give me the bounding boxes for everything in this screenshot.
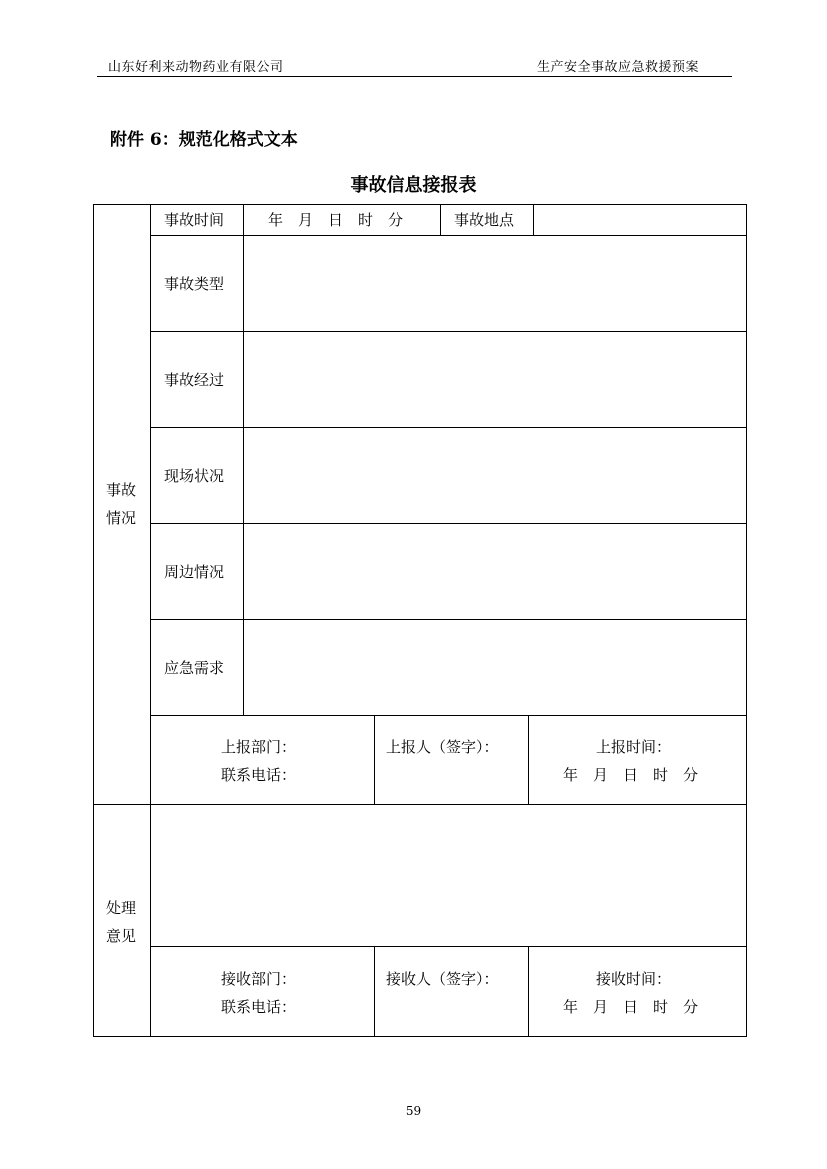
report-phone-label: 联系电话： <box>221 766 297 784</box>
opinion-field[interactable] <box>151 805 746 946</box>
receive-phone-label: 联系电话： <box>221 998 297 1016</box>
report-time-value[interactable]: 年 月 日 时 分 <box>563 766 699 784</box>
accident-place-field[interactable] <box>534 205 746 235</box>
cell-divider <box>528 715 529 805</box>
table-border-left <box>93 204 94 1037</box>
accident-process-label: 事故经过 <box>164 371 225 389</box>
header-divider <box>97 76 732 77</box>
attachment-heading: 附件 6：规范化格式文本 <box>110 130 298 150</box>
section-opinion-label-1: 处理 <box>106 899 137 917</box>
receiver-signature-label: 接收人（签字）： <box>386 970 499 988</box>
scene-status-label: 现场状况 <box>164 467 225 485</box>
receive-dept-label: 接收部门： <box>221 970 297 988</box>
section-opinion-label-2: 意见 <box>106 927 137 945</box>
header-doc-title: 生产安全事故应急救援预案 <box>537 60 700 75</box>
cell-divider <box>374 715 375 805</box>
scene-status-field[interactable] <box>244 428 746 523</box>
accident-time-label: 事故时间 <box>164 211 225 229</box>
page-number: 59 <box>405 1104 422 1118</box>
accident-process-field[interactable] <box>244 332 746 427</box>
report-time-label: 上报时间： <box>596 738 672 756</box>
form-title: 事故信息接报表 <box>350 175 477 196</box>
receive-time-value[interactable]: 年 月 日 时 分 <box>563 998 699 1016</box>
table-border-bottom <box>93 1036 747 1037</box>
accident-type-field[interactable] <box>244 236 746 331</box>
accident-type-label: 事故类型 <box>164 275 225 293</box>
section-accident-label-1: 事故 <box>106 481 137 499</box>
emergency-needs-label: 应急需求 <box>164 659 225 677</box>
accident-time-value[interactable]: 年 月 日 时 分 <box>268 211 404 229</box>
surroundings-label: 周边情况 <box>164 563 225 581</box>
receive-time-label: 接收时间： <box>596 970 672 988</box>
report-dept-label: 上报部门： <box>221 738 297 756</box>
surroundings-field[interactable] <box>244 524 746 619</box>
section-accident-label-2: 情况 <box>106 509 137 527</box>
row-divider <box>150 715 747 716</box>
reporter-signature-label: 上报人（签字）： <box>386 738 499 756</box>
emergency-needs-field[interactable] <box>244 620 746 715</box>
cell-divider <box>374 946 375 1037</box>
cell-divider <box>440 204 441 236</box>
accident-place-label: 事故地点 <box>454 211 515 229</box>
table-border-right <box>746 204 747 1037</box>
row-divider <box>150 946 747 947</box>
header-company: 山东好利来动物药业有限公司 <box>108 60 284 75</box>
cell-divider <box>528 946 529 1037</box>
